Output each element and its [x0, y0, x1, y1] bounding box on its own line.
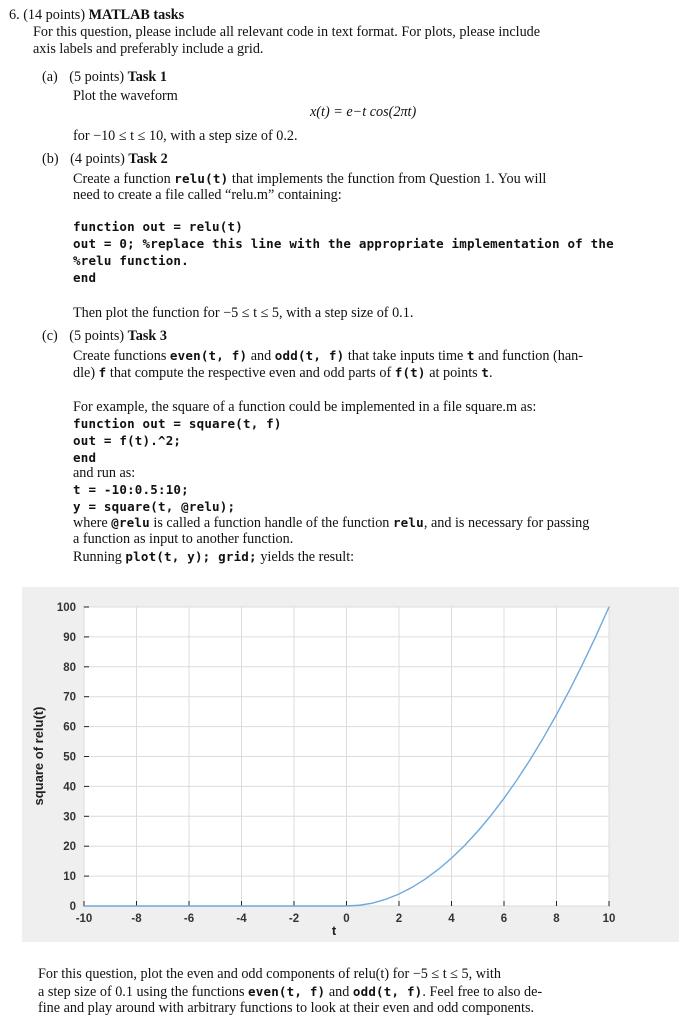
part-b-heading [42, 151, 168, 168]
footer-odd-code: odd(t, f) [352, 984, 423, 999]
x-tick-label: -8 [131, 913, 142, 925]
x-tick-label: -10 [75, 913, 93, 925]
x-tick-label: 8 [553, 913, 560, 925]
part-b-code-line-3: %relu function. [73, 253, 189, 268]
footer-even-code: even(t, f) [248, 984, 326, 999]
part-c-where-pre: where [73, 515, 112, 531]
question-intro-2: axis labels and preferably include a grid. [33, 41, 264, 57]
part-c-line2-mid2: at points [425, 365, 482, 381]
x-axis-label: t [331, 923, 337, 938]
footer-line3: fine and play around with arbitrary functions to look at their even and odd components. [38, 1000, 535, 1016]
x-tick-label: 2 [395, 913, 403, 925]
footer-line2-pre: a step size of 0.1 using the functions [38, 984, 249, 1000]
y-tick-label: 30 [63, 811, 76, 824]
part-c-line1-pre: Create functions [73, 348, 170, 364]
footer-line2-post: . Feel free to also de- [422, 984, 543, 1000]
part-c-relu-code: relu [392, 515, 424, 530]
part-c-run-as: and run as: [73, 465, 136, 481]
x-tick-label: 4 [448, 913, 455, 925]
part-c-running-line [73, 548, 354, 566]
x-tick-label: 10 [602, 913, 616, 925]
part-a-equation: x(t) = e−t cos(2πt) [310, 104, 417, 120]
part-c-even-code: even(t, f) [169, 348, 248, 363]
part-c-points: (5 points) [69, 328, 125, 344]
part-c-where-post: , and is necessary for passing [423, 515, 590, 531]
y-tick-label: 60 [63, 721, 76, 734]
part-b-line2: need to create a file called “relu.m” containing: [73, 187, 342, 203]
relu-square-chart [22, 587, 679, 942]
part-b-line1-pre: Create a function [73, 171, 175, 187]
part-c-running-post: yields the result: [256, 549, 355, 565]
footer-line1: For this question, plot the even and odd components of relu(t) for −5 ≤ t ≤ 5, with [38, 966, 501, 982]
part-c-code2-line-1: t = -10:0.5:10; [73, 482, 189, 497]
part-c-label: (c) [42, 328, 58, 344]
part-c-where-line [73, 514, 589, 532]
part-c-line1 [73, 347, 583, 365]
y-tick-label: 80 [63, 661, 76, 674]
question-number: 6. [9, 7, 20, 23]
x-tick-label: -6 [183, 913, 195, 925]
part-c-ft-code: f(t) [394, 365, 426, 380]
part-a-label: (a) [42, 69, 58, 85]
part-c-plot-code: plot(t, y); grid; [125, 549, 257, 564]
part-c-example-intro: For example, the square of a function could be implemented in a file square.m as: [73, 399, 537, 415]
x-tick-label: -4 [236, 913, 247, 925]
part-c-title: Task 3 [127, 328, 167, 344]
part-c-where-line2: a function as input to another function. [73, 531, 294, 547]
y-tick-label: 10 [63, 871, 76, 884]
part-a-range: for −10 ≤ t ≤ 10, with a step size of 0.2. [73, 128, 298, 144]
y-axis-label: square of relu(t) [31, 706, 46, 806]
y-tick-label: 90 [63, 631, 76, 644]
y-tick-label: 40 [63, 781, 76, 794]
part-c-running-pre: Running [73, 549, 126, 565]
part-a-points: (5 points) [69, 69, 125, 85]
part-c-t2-code: t [481, 365, 489, 380]
part-b-title: Task 2 [128, 151, 168, 167]
part-a-heading [42, 69, 167, 86]
part-c-handle-code: @relu [111, 515, 150, 530]
part-c-f-code: f [98, 365, 107, 380]
part-c-code1-line-2: out = f(t).^2; [73, 433, 182, 448]
question-points: (14 points) [23, 7, 86, 23]
x-tick-label: 6 [500, 913, 508, 925]
x-tick-label: -2 [288, 913, 300, 925]
part-c-line2-mid: that compute the respective even and odd parts of [106, 365, 395, 381]
part-c-heading [42, 328, 167, 345]
part-c-line1-post: that take inputs time [344, 348, 467, 364]
x-tick-label: 0 [343, 913, 350, 925]
part-c-line1-mid: and [247, 348, 275, 364]
part-c-code2-line-2: y = square(t, @relu); [73, 499, 236, 514]
part-b-label: (b) [42, 151, 59, 167]
part-c-line1-end: and function (han- [474, 348, 583, 364]
part-c-code1-line-1: function out = square(t, f) [73, 416, 282, 431]
matlab-figure [22, 587, 679, 942]
question-header [9, 7, 184, 24]
part-b-line1-post: that implements the function from Question 1. You will [228, 171, 547, 187]
y-tick-label: 70 [63, 691, 76, 704]
part-c-odd-code: odd(t, f) [274, 348, 345, 363]
y-tick-label: 100 [56, 602, 76, 614]
y-tick-label: 50 [63, 751, 76, 764]
part-a-title: Task 1 [127, 69, 167, 85]
part-c-code1-line-3: end [73, 450, 97, 465]
part-a-line1: Plot the waveform [73, 88, 178, 104]
part-b-code-line-1: function out = relu(t) [73, 219, 243, 234]
footer-line2 [38, 983, 542, 1001]
y-tick-label: 0 [69, 901, 76, 913]
part-b-line1 [73, 170, 681, 188]
part-c-line2-end: . [488, 365, 493, 381]
footer-line2-mid: and [325, 984, 353, 1000]
part-b-code-line-4: end [73, 270, 97, 285]
question-title: MATLAB tasks [88, 7, 185, 23]
part-c-t-code: t [466, 348, 475, 363]
part-b-after: Then plot the function for −5 ≤ t ≤ 5, with a step size of 0.1. [73, 305, 414, 321]
part-c-line2-pre: dle) [73, 365, 99, 381]
part-b-points: (4 points) [70, 151, 125, 167]
part-c-where-mid: is called a function handle of the function [149, 515, 393, 531]
y-tick-label: 20 [63, 841, 76, 854]
part-b-code-line-2: out = 0; %replace this line with the appropriate implementation of the [73, 236, 614, 251]
part-c-line2 [73, 364, 493, 382]
question-intro-1: For this question, please include all relevant code in text format. For plots, please include [33, 24, 541, 40]
part-b-relu-code: relu(t) [174, 171, 229, 186]
